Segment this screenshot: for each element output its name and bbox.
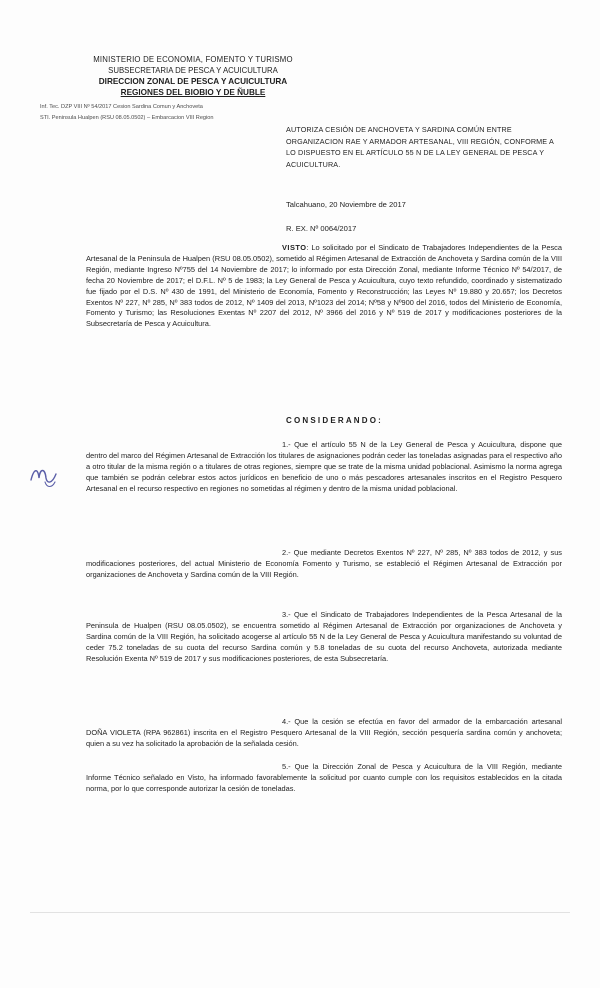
reference-line: STI. Peninsula Hualpen (RSU 08.05.0502) – Embarcacion VIII Region [40, 115, 214, 121]
letterhead [58, 54, 328, 98]
resolution-subject: AUTORIZA CESIÓN DE ANCHOVETA Y SARDINA COMÚN ENTRE ORGANIZACION RAE Y ARMADOR ARTESANAL, VIII REGIÓN, CONFORME A LO DISPUESTO EN EL ARTÍCULO 55 N DE LA LEY GENERAL DE PESCA Y ACUICULTURA. [286, 125, 554, 169]
considerando-paragraph-5: 5.- Que la Dirección Zonal de Pesca y Acuicultura de la VIII Región, mediante Informe Técnico señalado en Visto, ha informado favorablemente la solicitud por cuanto cumple con los requisitos establecidos en la citada norma, por lo que corresponde autorizar la cesión de toneladas. [86, 762, 562, 793]
visto-label: VISTO [282, 243, 307, 252]
considerando-paragraph-4: 4.- Que la cesión se efectúa en favor del armador de la embarcación artesanal DOÑA VIOLETA (RPA 962861) inscrita en el Registro Pesquero Artesanal de la VIII Región, sección pesquería sardina común y anchoveta; quien a su vez ha solicitado la aprobación de la señalada cesión. [86, 717, 562, 748]
direccion-zonal-name: DIRECCION ZONAL DE PESCA Y ACUICULTURA [98, 77, 288, 86]
reference-lines [40, 102, 340, 124]
considerando-paragraph-1: 1.- Que el artículo 55 N de la Ley General de Pesca y Acuicultura, dispone que dentro del marco del Régimen Artesanal de Extracción los titulares de asignaciones podrán ceder las toneladas asignadas para el respectivo año a otro titular de la misma región o a titulares de otras regiones, siempre que se trate de la misma unidad poblacional. Asimismo la norma agrega que también se podrán celebrar estos actos jurídicos en beneficio de uno o más pescadores artesanales inscritos en el Registro Pesquero Artesanal en el recurso respectivo en regiones no sometidas al régimen y dentro de la misma unidad poblacional. [86, 440, 562, 493]
regions-name: REGIONES DEL BIOBIO Y DE ÑUBLE [120, 88, 266, 97]
visto-text: : Lo solicitado por el Sindicato de Trabajadores Independientes de la Pesca Artesanal de la Peninsula de Hualpen (RSU 08.05.0502), sometido al Régimen Artesanal de Extracción de Anchoveta y Sardina común de la VIII Región, mediante Ingreso Nº755 del 14 Noviembre de 2017; lo informado por esta Dirección Zonal, mediante Informe Técnico Nº 54/2017, de fecha 20 Noviembre de 2017; el D.F.L. Nº 5 de 1983; la Ley General de Pesca y Acuicultura, cuyo texto refundido, coordinado y sistematizado fue fijado por el D.S. Nº 430 de 1991, del Ministerio de Economía, Fomento y Reconstrucción; las Leyes Nº 19.880 y 20.657; los Decretos Exentos Nº 227, Nº 285, Nº 383 todos de 2012, Nº 1409 del 2013, Nº1023 del 2014; Nº58 y Nº900 del 2016, todos del Ministerio de Economía, Fomento y Turismo; las Resoluciones Exentas Nº 2207 del 2012, Nº 3966 del 2016 y Nº 519 de 2017 y modificaciones posteriores de la Subsecretaría de Pesca y Acuicultura. [86, 243, 562, 329]
page-divider [30, 912, 570, 913]
considerando-heading: CONSIDERANDO: [286, 416, 384, 425]
place-date: Talcahuano, 20 Noviembre de 2017 [286, 200, 406, 209]
reference-line: Inf. Tec. DZP VIII Nº 54/2017 Cesion Sardina Comun y Anchoveta [40, 104, 203, 110]
visto-paragraph [86, 243, 562, 330]
ministry-name: MINISTERIO DE ECONOMIA, FOMENTO Y TURISMO [93, 55, 293, 64]
considerando-paragraph-2: 2.- Que mediante Decretos Exentos Nº 227, Nº 285, Nº 383 todos de 2012, y sus modificaciones posteriores, del actual Ministerio de Economía Fomento y Turismo, se estableció el Régimen Artesanal de Extracción por organizaciones de Anchoveta y Sardina común de la VIII Región. [86, 548, 562, 579]
considerando-paragraph-3: 3.- Que el Sindicato de Trabajadores Independientes de la Pesca Artesanal de la Peninsula de Hualpen (RSU 08.05.0502), se encuentra sometido al Régimen Artesanal de Extracción por organizaciones de Anchoveta y Sardina común de la VIII Región, ha solicitado acogerse al artículo 55 N de la Ley General de Pesca y Acuicultura manifestando su voluntad de ceder 75.2 toneladas de su cuota del recurso Sardina común y 5.8 toneladas de su cuota del recurso Anchoveta, autorizada mediante Resolución Exenta Nº 519 de 2017 y sus modificaciones posteriores, de esta Subsecretaría. [86, 610, 562, 663]
subsecretaria-name: SUBSECRETARIA DE PESCA Y ACUICULTURA [108, 66, 278, 75]
resolution-number: R. EX. Nº 0064/2017 [286, 224, 357, 233]
handwritten-initials-mark [28, 462, 60, 490]
